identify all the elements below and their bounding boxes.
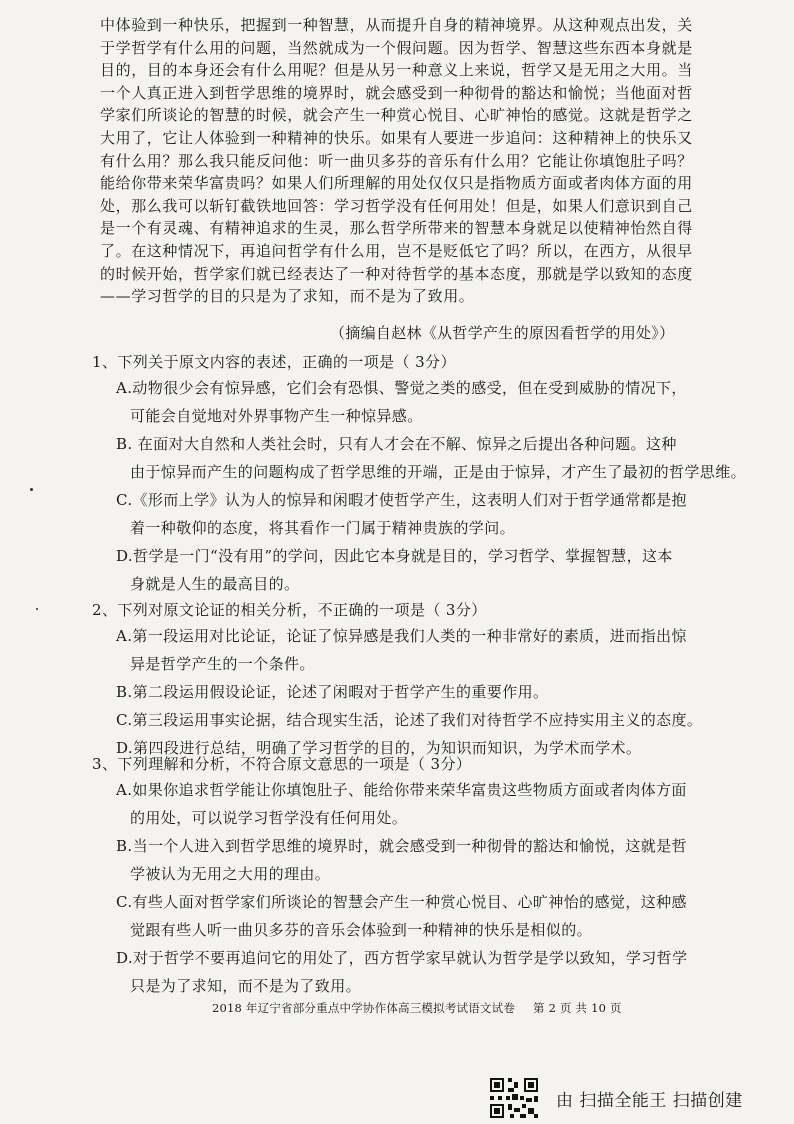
option-c[interactable] <box>116 486 756 542</box>
question-stem: 3、下列理解和分析，不符合原文意思的一项是（ 3分） <box>92 755 472 773</box>
question-stem: 2、下列对原文论证的相关分析，不正确的一项是（ 3分） <box>92 601 487 619</box>
passage-line: 于学哲学有什么用的问题，当然就成为一个假问题。因为哲学、智慧这些东西本身就是 <box>100 38 693 57</box>
passage-line: 能给你带来荣华富贵吗？如果人们所理解的用处仅仅只是指物质方面或者肉体方面的用 <box>100 174 693 193</box>
option-text: A.如果你追求哲学能让你填饱肚子、能给你带来荣华富贵这些物质方面或者肉体方面 <box>116 781 687 799</box>
passage-line: ——学习哲学的目的只是为了求知，而不是为了致用。 <box>100 287 475 306</box>
scanner-watermark: 由 扫描全能王 扫描创建 <box>556 1091 743 1111</box>
reading-passage <box>100 14 740 308</box>
passage-line: 学家们所谈论的智慧的时候，就会产生一种赏心悦目、心旷神怡的感觉。这就是哲学之 <box>100 106 693 125</box>
option-text: D.哲学是一门“没有用”的学问，因此它本身就是目的，学习哲学、掌握智慧，这本 <box>116 547 673 565</box>
exam-title: 2018 年辽宁省部分重点中学协作体高三模拟考试语文试卷 <box>212 1001 516 1015</box>
question-3 <box>92 752 756 1000</box>
option-text-continued: 着一种敬仰的态度，将其看作一门属于精神贵族的学问。 <box>130 519 516 537</box>
option-d[interactable] <box>116 944 756 1000</box>
option-text: C.《形而上学》认为人的惊异和闲暇才使哲学产生，这表明人们对于哲学通常都是抱 <box>116 491 687 509</box>
passage-line: 目的，目的本身还会有什么用呢？但是从另一种意义上来说，哲学又是无用之大用。当 <box>100 61 693 80</box>
option-a[interactable] <box>116 374 756 430</box>
passage-line: 有什么用？那么我只能反问他：听一曲贝多芬的音乐有什么用？它能让你填饱肚子吗？ <box>100 151 693 170</box>
option-c[interactable] <box>116 706 756 734</box>
passage-line: 一个人真正进入到哲学思维的境界时，就会感受到一种彻骨的豁达和愉悦；当他面对哲 <box>100 83 693 102</box>
scan-speck <box>30 488 33 491</box>
scan-speck <box>36 608 38 610</box>
option-b[interactable] <box>116 832 756 888</box>
passage-line: 了。在这种情况下，再追问哲学有什么用，岂不是贬低它了吗？所以，在西方，从很早 <box>100 241 693 260</box>
page-number: 第 2 页 共 10 页 <box>533 1001 622 1015</box>
passage-line: 的时候开始，哲学家们就已经表达了一种对待哲学的基本态度，那就是学以致知的态度 <box>100 264 693 283</box>
option-text: B. 在面对大自然和人类社会时，只有人才会在不解、惊异之后提出各种问题。这种 <box>116 435 677 453</box>
option-text-continued: 异是哲学产生的一个条件。 <box>130 655 315 673</box>
option-text: C.第三段运用事实论据，结合现实生活，论述了我们对待哲学不应持实用主义的态度。 <box>116 711 703 729</box>
option-text: D.对于哲学不要再追问它的用处了，西方哲学家早就认为哲学是学以致知，学习哲学 <box>116 949 688 967</box>
option-text: C.有些人面对哲学家们所谈论的智慧会产生一种赏心悦目、心旷神怡的感觉，这种感 <box>116 893 687 911</box>
option-text-continued: 的用处，可以说学习哲学没有任何用处。 <box>130 809 408 827</box>
option-c[interactable] <box>116 888 756 944</box>
qr-code-icon <box>488 1076 540 1120</box>
option-text-continued: 只是为了求知，而不是为了致用。 <box>130 977 362 995</box>
passage-line: 处，那么我可以斩钉截铁地回答：学习哲学没有任何用处！但是，如果人们意识到自己 <box>100 196 693 215</box>
passage-line: 大用了，它让人体验到一种精神的快乐。如果有人要进一步追问：这种精神上的快乐又 <box>100 128 693 147</box>
option-text-continued: 可能会自觉地对外界事物产生一种惊异感。 <box>130 407 423 425</box>
question-2 <box>92 598 756 762</box>
option-text-continued: 由于惊异而产生的问题构成了哲学思维的开端，正是由于惊异，才产生了最初的哲学思维。 <box>130 463 747 481</box>
option-a[interactable] <box>116 776 756 832</box>
option-text: A.动物很少会有惊异感，它们会有恐惧、警觉之类的感受，但在受到威胁的情况下， <box>116 379 687 397</box>
option-b[interactable] <box>116 678 756 706</box>
passage-line: 是一个有灵魂、有精神追求的生灵，那么哲学所带来的智慧本身就足以使精神怡然自得 <box>100 219 693 238</box>
question-stem: 1、下列关于原文内容的表述，正确的一项是（ 3分） <box>92 353 456 371</box>
option-b[interactable] <box>116 430 756 486</box>
option-text: B.第二段运用假设论证，论述了闲暇对于哲学产生的重要作用。 <box>116 683 549 701</box>
option-text-continued: 身就是人生的最高目的。 <box>130 575 300 593</box>
question-1 <box>92 350 756 598</box>
source-citation: （摘编自赵林《从哲学产生的原因看哲学的用处》） <box>330 324 675 342</box>
option-a[interactable] <box>116 622 756 678</box>
option-text: B.当一个人进入到哲学思维的境界时，就会感受到一种彻骨的豁达和愉悦，这就是哲 <box>116 837 687 855</box>
page-footer <box>212 1000 692 1016</box>
option-d[interactable] <box>116 542 756 598</box>
option-text: A.第一段运用对比论证，论证了惊异感是我们人类的一种非常好的素质，进而指出惊 <box>116 627 687 645</box>
option-text: D.第四段进行总结，明确了学习哲学的目的，为知识而知识，为学术而学术。 <box>116 739 642 757</box>
option-text-continued: 学被认为无用之大用的理由。 <box>130 865 331 883</box>
option-text-continued: 觉跟有些人听一曲贝多芬的音乐会体验到一种精神的快乐是相似的。 <box>130 921 593 939</box>
passage-line: 中体验到一种快乐，把握到一种智慧，从而提升自身的精神境界。从这种观点出发，关 <box>100 16 693 34</box>
